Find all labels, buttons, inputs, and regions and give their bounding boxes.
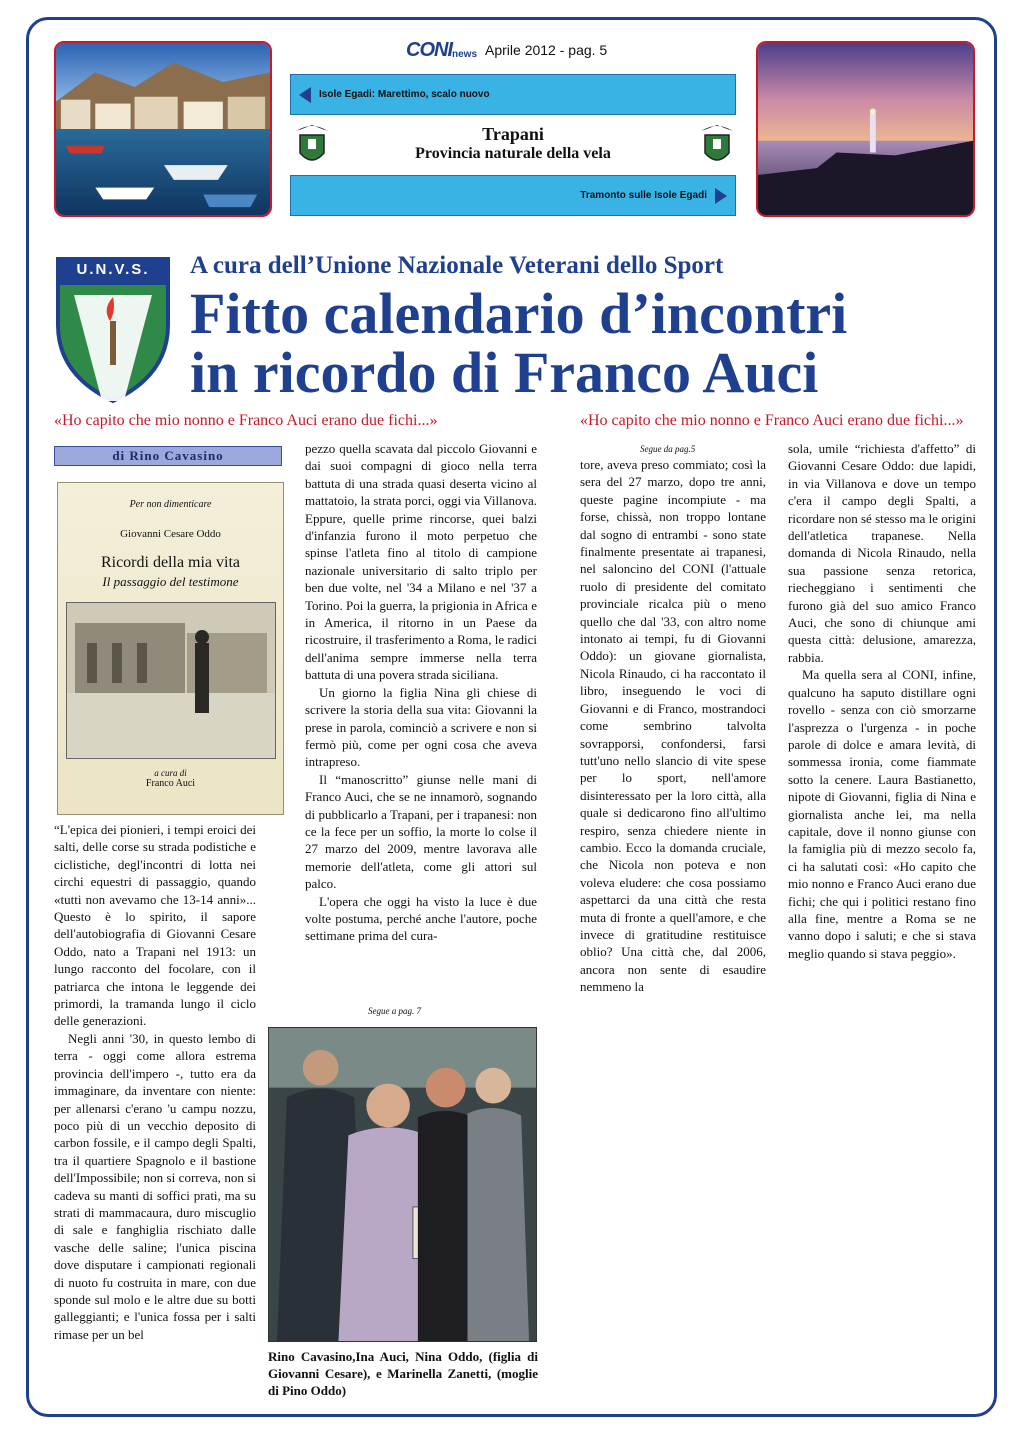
book-editor: Franco Auci: [145, 778, 196, 789]
article-column-3: [580, 456, 766, 996]
right-photo-caption-bar: [290, 175, 736, 216]
paragraph: Negli anni '30, in questo lembo di terra - oggi come allora estrema provincia dell'impero -, tutto era da immaginare, da inventare con niente: per allenarsi c'erano 'u campu nozzu, poco più di un vecchio deposito di carbon fossile, e il campo degli Spalti, tra il quartiere Spagnolo e il bastione dell'Impossibile; non si correva, non si cadeva su manti di soffici prati, ma su strati di mammacaura, duro miscuglio di sale e fanghiglia rischiato dalle vasche delle saline; l'unica piscina dove disputare i campionati regionali di nuoto fu costruita in mare, con due sponde sul molo e le altre due su botti galleggianti; e l'unica fossa per i salti rimase per un bel: [54, 1030, 256, 1342]
paragraph: Il “manoscritto” giunse nelle mani di Franco Auci, che se ne innamorò, sognando di pubblicarlo a Trapani, per i trapanesi: non ce la fece per un soffio, la morte lo colse il 27 marzo del 2009, mentre lavorava alle memorie dell'atleta, come gli attori sul palco.: [305, 771, 537, 892]
arrow-left-icon: [299, 87, 311, 103]
group-photo: [268, 1027, 537, 1342]
book-cover-photo: [66, 602, 276, 759]
article-title-line2: in ricordo di Franco Auci: [190, 340, 819, 405]
book-cover: [57, 482, 284, 815]
paragraph: “L'epica dei pionieri, i tempi eroici dei salti, delle corse su strada podistiche e ciclistiche, degl'incontri di lotta nei circhi equestri di passaggio, quando «tutti non avevamo che 13-14 anni»... Questo è lo spirito, il sapore dell'autobiografia di Giovanni Cesare Oddo, nato a Trapani nel 1913: un lungo racconto del focolare, con il patriarca che intona le leggende dei primordi, la tramanda lungo il ciclo delle generazioni.: [54, 822, 256, 1029]
continued-from-note: Segue da pag.5: [640, 444, 696, 454]
paragraph: L'opera che oggi ha visto la luce è due volte postuma, perché anche l'autore, poche settimane prima del cura-: [305, 893, 537, 944]
marettimo-photo: [54, 41, 272, 217]
masthead-center: [290, 120, 736, 174]
coni-news-logo: news: [452, 48, 478, 60]
book-title: Ricordi della mia vita: [100, 554, 241, 571]
article-kicker: A cura dell’Unione Nazionale Veterani dello Sport: [190, 252, 724, 279]
coni-logo: CONI: [406, 38, 452, 61]
right-photo-caption: Tramonto sulle Isole Egadi: [580, 190, 707, 201]
province-crest-right-icon: [697, 121, 737, 169]
province-crest-left-icon: [292, 121, 332, 169]
book-series: Per non dimenticare: [129, 499, 212, 510]
article-title: [190, 281, 848, 405]
group-photo-caption: Rino Cavasino,Ina Auci, Nina Oddo, (figlia di Giovanni Cesare), e Marinella Zanetti, (moglie di Pino Oddo): [268, 1349, 538, 1398]
byline: di Rino Cavasino: [54, 446, 282, 466]
city-tagline: Provincia naturale della vela: [415, 145, 611, 162]
paragraph: Ma quella sera al CONI, infine, qualcuno ha saputo distillare ogni rovello - senza con ciò smorzarne l'asprezza o l'urgenza - in poche parole di dolce e amara levità, di sommessa ironia, come fiammate sotto la cenere. Laura Bastianetto, nipote di Giovanni, figlia di Nina e giornalista anche lei, ma nella capitale, dove il nonno giunse con la famiglia più di mezzo secolo fa, ci ha salutati così: «Ho capito che mio nonno e Franco Auci erano due fichi; che qui i politici restano fino alla fine, mentre a Roma se ne vanno dopo i saluti; e che si stava meglio quando si stava peggio».: [788, 667, 976, 961]
pull-quote-left: «Ho capito che mio nonno e Franco Auci erano due fichi...»: [54, 412, 438, 429]
book-curated-by: a cura di: [154, 768, 187, 778]
arrow-right-icon: [715, 188, 727, 204]
city-title: Trapani: [482, 124, 544, 144]
article-column-4: [788, 440, 976, 962]
paragraph: sola, umile “richiesta d'affetto” di Giovanni Cesare Oddo: due lapidi, in via Villanova e dove un tempo c'era il campo degli Spalti, a ricordare non sé stesso ma le origini dell'atletica trapanese. Nella domanda di Nicola Rinaudo, nella sua passione senza retorica, riecheggiano i sentimenti che furono già del suo amico Franco Auci, che sono di chiunque ami questa città: delusione, amarezza, rabbia.: [788, 441, 976, 665]
paragraph: tore, aveva preso commiato; così la sera del 27 marzo, dopo tre anni, queste pagine incompiute - ma forse, chissà, non troppo lontane dal sogno di entrambi - sono state finalmente presentate ai trapanesi, nel saloncino del CONI (l'attuale ruolo di presidente del comitato provinciale ricalca più o meno quello che dal '33, con altro nome intonato ai tempi, fu di Giovanni Oddo): un giovane giornalista, Nicola Rinaudo, ci ha raccontato il libro, inseguendo le voci di Giovanni e di Franco, mostrandoci come sembrino talvolta sovrapporsi, confondersi, farsi tutt'uno nello slancio di vite spese per lo sport, nell'amore disinteressato per la loro città, alla quale si dedicarono fino all'ultimo respiro, senza chiedere niente in cambio. Ecco la domanda cruciale, che Nicola non poteva e non voleva eludere: che cosa possiamo aspettarci da una città che resta muta di fronte a quell'amore, e che invece di gratitudine restituisce oblio? Una città che, dal 2006, ancora non sente di esaudire nemmeno la: [580, 457, 766, 995]
book-author: Giovanni Cesare Oddo: [120, 528, 221, 540]
article-column-2: [305, 440, 537, 945]
sunset-photo: [756, 41, 975, 217]
paragraph: pezzo quella scavata dal piccolo Giovanni e dai suoi compagni di gioco nella terra battuta di una strada quasi deserta vicino al mattatoio, la strata porci, oggi via Villanova. Eppure, quelle prime rincorse, quei balzi d'infanzia furono il moto perpetuo che spinse l'atleta fino al titolo di campione nazionale universitario di salto triplo per ben due volte, nel '34 a Milano e nel '37 a Torino. Poi la guerra, la prigionia in Africa e in America, il ritorno in un Paese da ricostruire, il trasferimento a Roma, le radici dell'anima sempre immerse nella terra battuta di una povera strada siciliana.: [305, 441, 537, 683]
left-photo-caption-bar: [290, 74, 736, 115]
pull-quote-right: «Ho capito che mio nonno e Franco Auci erano due fichi...»: [580, 412, 964, 429]
paragraph: Un giorno la figlia Nina gli chiese di scrivere la storia della sua vita: Giovanni la prese in parola, cominciò a scrivere e non si fermò più, come per ogni cosa che aveva intrapreso.: [305, 684, 537, 770]
issue-date: Aprile 2012 - pag. 5: [485, 42, 608, 58]
book-subtitle: Il passaggio del testimone: [102, 574, 239, 589]
masthead-logo-row: [406, 37, 607, 63]
article-title-line1: Fitto calendario d’incontri: [190, 281, 848, 346]
article-column-1: [54, 821, 256, 1343]
left-photo-caption: Isole Egadi: Marettimo, scalo nuovo: [319, 89, 490, 100]
unvs-badge-label: U.N.V.S.: [76, 261, 150, 278]
continued-to-note: Segue a pag. 7: [368, 1006, 421, 1016]
